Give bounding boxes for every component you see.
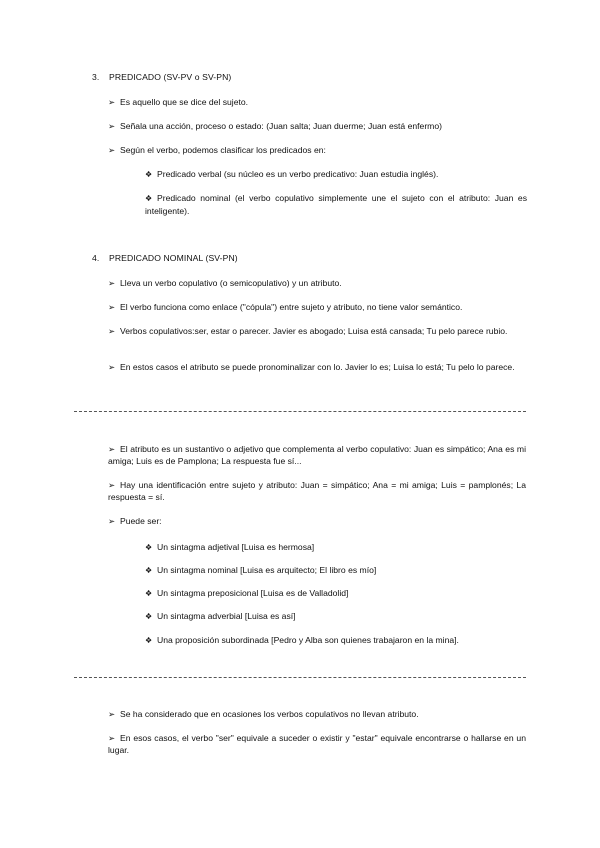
arrow-bullet-icon: ➢ <box>108 709 116 719</box>
diamond-bullet-icon: ❖ <box>145 170 153 179</box>
section-4-number: 4. <box>92 253 100 263</box>
diamond-bullet-icon: ❖ <box>145 543 153 552</box>
diamond-bullet-icon: ❖ <box>145 589 153 598</box>
section-3-title: PREDICADO (SV-PV o SV-PN) <box>109 72 232 82</box>
list-item: ➢ El verbo funciona como enlace ("cópula") entre sujeto y atributo, no tiene valor semántico. <box>108 302 463 312</box>
section-3-heading <box>92 72 231 82</box>
arrow-bullet-icon: ➢ <box>108 145 116 155</box>
diamond-bullet-icon: ❖ <box>145 566 153 575</box>
arrow-bullet-icon: ➢ <box>108 278 116 288</box>
list-item: ➢ El atributo es un sustantivo o adjetivo que complementa al verbo copulativo: Juan es simpático; Ana es mi amiga; Luis es de Pamplona; La respuesta fue sí... <box>108 444 526 466</box>
section-divider <box>74 677 526 678</box>
arrow-bullet-icon: ➢ <box>108 480 116 490</box>
sub-list-item: ❖ Un sintagma adjetival [Luisa es hermosa] <box>145 542 315 552</box>
diamond-bullet-icon: ❖ <box>145 612 153 621</box>
arrow-bullet-icon: ➢ <box>108 326 116 336</box>
arrow-bullet-icon: ➢ <box>108 516 116 526</box>
sub-list-item: ❖ Un sintagma preposicional [Luisa es de Valladolid] <box>145 588 349 598</box>
arrow-bullet-icon: ➢ <box>108 733 116 743</box>
sub-list-item: ❖ Predicado verbal (su núcleo es un verbo predicativo: Juan estudia inglés). <box>145 169 439 179</box>
section-3-number: 3. <box>92 72 100 82</box>
sub-list-item: ❖ Un sintagma nominal [Luisa es arquitecto; El libro es mío] <box>145 565 377 575</box>
list-item: ➢ En estos casos el atributo se puede pronominalizar con lo. Javier lo es; Luisa lo está; Tu pelo lo parece. <box>108 362 515 372</box>
list-item: ➢ Hay una identificación entre sujeto y atributo: Juan = simpático; Ana = mi amiga; Luis = pamplonés; La respuesta = sí. <box>108 480 526 502</box>
list-item: ➢ Señala una acción, proceso o estado: (Juan salta; Juan duerme; Juan está enfermo) <box>108 121 442 131</box>
diamond-bullet-icon: ❖ <box>145 636 153 645</box>
arrow-bullet-icon: ➢ <box>108 302 116 312</box>
section-divider <box>74 411 526 412</box>
section-4-title: PREDICADO NOMINAL (SV-PN) <box>109 253 238 263</box>
diamond-bullet-icon: ❖ <box>145 194 153 203</box>
list-item: ➢ Según el verbo, podemos clasificar los predicados en: <box>108 145 326 155</box>
sub-list-item: ❖ Una proposición subordinada [Pedro y Alba son quienes trabajaron en la mina]. <box>145 635 459 645</box>
arrow-bullet-icon: ➢ <box>108 362 116 372</box>
list-item: ➢ Se ha considerado que en ocasiones los verbos copulativos no llevan atributo. <box>108 709 419 719</box>
arrow-bullet-icon: ➢ <box>108 444 116 454</box>
list-item: ➢ Es aquello que se dice del sujeto. <box>108 97 249 107</box>
sub-list-item: ❖ Predicado nominal (el verbo copulativo simplemente une el sujeto con el atributo: Juan es inteligente). <box>145 193 527 216</box>
arrow-bullet-icon: ➢ <box>108 97 116 107</box>
list-item: ➢ En esos casos, el verbo "ser" equivale a suceder o existir y "estar" equivale encontrarse o hallarse en un lugar. <box>108 733 526 755</box>
sub-list-item: ❖ Un sintagma adverbial [Luisa es así] <box>145 611 296 621</box>
list-item: ➢ Puede ser: <box>108 516 162 526</box>
arrow-bullet-icon: ➢ <box>108 121 116 131</box>
list-item: ➢ Verbos copulativos:ser, estar o parecer. Javier es abogado; Luisa está cansada; Tu pelo parece rubio. <box>108 326 508 336</box>
section-4-heading <box>92 253 238 263</box>
list-item: ➢ Lleva un verbo copulativo (o semicopulativo) y un atributo. <box>108 278 342 288</box>
